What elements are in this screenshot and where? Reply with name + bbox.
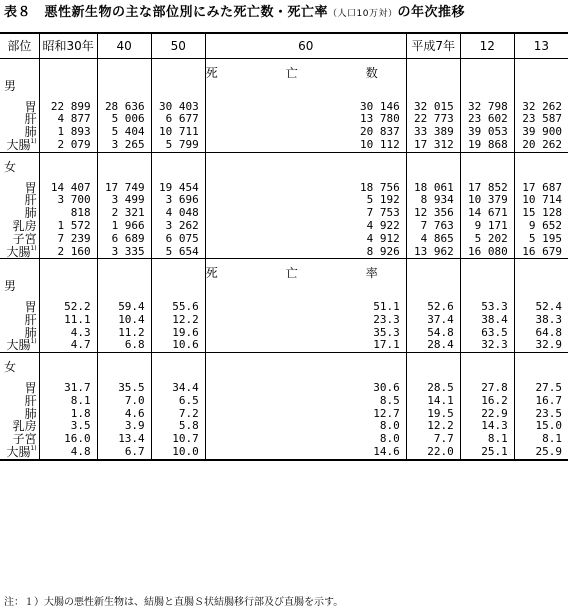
section-heading-row bbox=[0, 67, 568, 80]
value-cell: 16 679 bbox=[514, 246, 568, 259]
value-cell: 13.4 bbox=[97, 433, 151, 446]
value-cell: 3 262 bbox=[151, 220, 205, 233]
value-cell: 28 636 bbox=[97, 101, 151, 114]
empty-cell bbox=[406, 59, 460, 68]
value-cell: 32.3 bbox=[460, 339, 514, 352]
value-cell: 18 756 bbox=[205, 182, 406, 195]
value-cell: 10 711 bbox=[151, 126, 205, 139]
value-cell: 3 700 bbox=[39, 194, 97, 207]
empty-cell bbox=[406, 259, 460, 268]
footnote: 注：１）大腸の悪性新生物は、結腸と直腸Ｓ状結腸移行部及び直腸を示す。 bbox=[4, 597, 344, 608]
site-name: 胃 bbox=[24, 380, 37, 395]
table-row bbox=[0, 446, 568, 460]
sex-row bbox=[0, 280, 568, 293]
empty-cell bbox=[460, 267, 514, 280]
value-cell: 51.1 bbox=[205, 301, 406, 314]
empty-cell bbox=[39, 67, 97, 80]
empty-cell bbox=[460, 280, 514, 293]
value-cell: 5.8 bbox=[151, 420, 205, 433]
value-cell: 2 321 bbox=[97, 207, 151, 220]
value-cell: 3 696 bbox=[151, 194, 205, 207]
value-cell: 52.4 bbox=[514, 301, 568, 314]
value-cell: 34.4 bbox=[151, 382, 205, 395]
sex-label: 男 bbox=[4, 279, 17, 294]
empty-cell bbox=[406, 353, 460, 362]
empty-cell bbox=[39, 161, 97, 174]
site-name: 大腸 bbox=[6, 444, 31, 459]
value-cell: 17 687 bbox=[514, 182, 568, 195]
empty-cell bbox=[514, 152, 568, 161]
value-cell: 1 572 bbox=[39, 220, 97, 233]
empty-cell bbox=[514, 67, 568, 80]
empty-cell bbox=[151, 67, 205, 80]
empty-cell bbox=[460, 80, 514, 93]
value-cell: 1 966 bbox=[97, 220, 151, 233]
sex-label: 女 bbox=[4, 159, 17, 174]
value-cell: 3 335 bbox=[97, 246, 151, 259]
table-row bbox=[0, 395, 568, 408]
table-row bbox=[0, 339, 568, 352]
table-row bbox=[0, 220, 568, 233]
value-cell: 14.6 bbox=[205, 446, 406, 460]
footnote-marker: 1) bbox=[30, 137, 37, 145]
value-cell: 30 403 bbox=[151, 101, 205, 114]
site-name: 子宮 bbox=[12, 432, 37, 447]
value-cell: 4.8 bbox=[39, 446, 97, 460]
empty-cell bbox=[97, 59, 151, 68]
value-cell: 19 868 bbox=[460, 139, 514, 152]
column-header-year: 60 bbox=[205, 33, 406, 59]
value-cell: 7.7 bbox=[406, 433, 460, 446]
column-header-year: 13 bbox=[514, 33, 568, 59]
empty-cell bbox=[39, 259, 97, 268]
value-cell: 23.5 bbox=[514, 408, 568, 421]
value-cell: 5 799 bbox=[151, 139, 205, 152]
empty-cell bbox=[97, 267, 151, 280]
value-cell: 25.9 bbox=[514, 446, 568, 460]
empty-cell bbox=[460, 361, 514, 374]
empty-cell bbox=[460, 161, 514, 174]
value-cell: 52.6 bbox=[406, 301, 460, 314]
value-cell: 32 262 bbox=[514, 101, 568, 114]
value-cell: 23.3 bbox=[205, 314, 406, 327]
value-cell: 3.5 bbox=[39, 420, 97, 433]
empty-cell bbox=[39, 59, 97, 68]
empty-cell bbox=[97, 80, 151, 93]
value-cell: 13 962 bbox=[406, 246, 460, 259]
empty-cell bbox=[97, 161, 151, 174]
value-cell: 4 922 bbox=[205, 220, 406, 233]
value-cell: 16 080 bbox=[460, 246, 514, 259]
empty-cell bbox=[151, 361, 205, 374]
value-cell: 5 202 bbox=[460, 233, 514, 246]
value-cell: 7 753 bbox=[205, 207, 406, 220]
value-cell: 8 926 bbox=[205, 246, 406, 259]
value-cell: 1 893 bbox=[39, 126, 97, 139]
empty-cell bbox=[39, 280, 97, 293]
value-cell: 4.6 bbox=[97, 408, 151, 421]
empty-cell bbox=[406, 161, 460, 174]
empty-cell bbox=[97, 259, 151, 268]
value-cell: 14 671 bbox=[460, 207, 514, 220]
title-main: 表８ 悪性新生物の主な部位別にみた死亡数・死亡率 bbox=[4, 5, 329, 20]
value-cell: 8.5 bbox=[205, 395, 406, 408]
value-cell: 64.8 bbox=[514, 327, 568, 340]
empty-cell bbox=[460, 67, 514, 80]
value-cell: 23 602 bbox=[460, 113, 514, 126]
value-cell: 37.4 bbox=[406, 314, 460, 327]
empty-cell bbox=[514, 59, 568, 68]
value-cell: 2 079 bbox=[39, 139, 97, 152]
value-cell: 18 061 bbox=[406, 182, 460, 195]
site-name: 子宮 bbox=[12, 231, 37, 246]
value-cell: 14.3 bbox=[460, 420, 514, 433]
value-cell: 12 356 bbox=[406, 207, 460, 220]
value-cell: 6 677 bbox=[151, 113, 205, 126]
site-name: 肝 bbox=[24, 393, 37, 408]
column-header-year: 50 bbox=[151, 33, 205, 59]
empty-cell bbox=[151, 267, 205, 280]
value-cell: 3 265 bbox=[97, 139, 151, 152]
value-cell: 22.0 bbox=[406, 446, 460, 460]
value-cell: 5 404 bbox=[97, 126, 151, 139]
value-cell: 35.5 bbox=[97, 382, 151, 395]
value-cell: 16.2 bbox=[460, 395, 514, 408]
empty-cell bbox=[205, 152, 406, 161]
value-cell: 818 bbox=[39, 207, 97, 220]
empty-cell bbox=[514, 361, 568, 374]
empty-cell bbox=[460, 259, 514, 268]
value-cell: 15 128 bbox=[514, 207, 568, 220]
value-cell: 8.1 bbox=[460, 433, 514, 446]
empty-cell bbox=[39, 80, 97, 93]
value-cell: 12.7 bbox=[205, 408, 406, 421]
value-cell: 8.0 bbox=[205, 433, 406, 446]
empty-cell bbox=[151, 59, 205, 68]
empty-cell bbox=[406, 267, 460, 280]
value-cell: 5 006 bbox=[97, 113, 151, 126]
empty-cell bbox=[151, 353, 205, 362]
section-heading: 死 亡 率 bbox=[205, 266, 406, 281]
section-heading-row bbox=[0, 267, 568, 280]
column-header-year: 40 bbox=[97, 33, 151, 59]
value-cell: 55.6 bbox=[151, 301, 205, 314]
empty-cell bbox=[406, 361, 460, 374]
table-title bbox=[4, 1, 465, 20]
empty-cell bbox=[151, 259, 205, 268]
empty-cell bbox=[514, 259, 568, 268]
value-cell: 16.0 bbox=[39, 433, 97, 446]
site-label bbox=[0, 339, 39, 352]
empty-cell bbox=[0, 59, 39, 68]
value-cell: 53.3 bbox=[460, 301, 514, 314]
value-cell: 20 262 bbox=[514, 139, 568, 152]
section-heading: 死 亡 数 bbox=[205, 66, 406, 80]
value-cell: 14.1 bbox=[406, 395, 460, 408]
value-cell: 5 192 bbox=[205, 194, 406, 207]
value-cell: 9 171 bbox=[460, 220, 514, 233]
value-cell: 5 654 bbox=[151, 246, 205, 259]
value-cell: 7 239 bbox=[39, 233, 97, 246]
site-name: 大腸 bbox=[6, 338, 31, 353]
value-cell: 7.2 bbox=[151, 408, 205, 421]
value-cell: 32 798 bbox=[460, 101, 514, 114]
value-cell: 10 112 bbox=[205, 139, 406, 152]
value-cell: 32 015 bbox=[406, 101, 460, 114]
empty-cell bbox=[97, 67, 151, 80]
value-cell: 28.5 bbox=[406, 382, 460, 395]
empty-cell bbox=[151, 80, 205, 93]
value-cell: 16.7 bbox=[514, 395, 568, 408]
value-cell: 4 048 bbox=[151, 207, 205, 220]
value-cell: 19.5 bbox=[406, 408, 460, 421]
value-cell: 15.0 bbox=[514, 420, 568, 433]
value-cell: 31.7 bbox=[39, 382, 97, 395]
sex-row bbox=[0, 161, 568, 174]
site-label bbox=[0, 246, 39, 259]
title-suffix: の年次推移 bbox=[397, 5, 465, 20]
empty-cell bbox=[205, 353, 406, 362]
empty-cell bbox=[460, 59, 514, 68]
site-name: 肝 bbox=[24, 112, 37, 127]
value-cell: 19.6 bbox=[151, 327, 205, 340]
value-cell: 59.4 bbox=[97, 301, 151, 314]
empty-cell bbox=[205, 161, 406, 174]
value-cell: 22 899 bbox=[39, 101, 97, 114]
empty-cell bbox=[460, 152, 514, 161]
value-cell: 12.2 bbox=[151, 314, 205, 327]
empty-cell bbox=[514, 80, 568, 93]
empty-cell bbox=[406, 67, 460, 80]
value-cell: 8.1 bbox=[514, 433, 568, 446]
site-name: 肺 bbox=[24, 406, 37, 421]
value-cell: 7 763 bbox=[406, 220, 460, 233]
sex-label: 女 bbox=[4, 360, 17, 375]
empty-cell bbox=[151, 152, 205, 161]
value-cell: 39 053 bbox=[460, 126, 514, 139]
value-cell: 2 160 bbox=[39, 246, 97, 259]
value-cell: 22 773 bbox=[406, 113, 460, 126]
value-cell: 17 749 bbox=[97, 182, 151, 195]
value-cell: 30 146 bbox=[205, 101, 406, 114]
footnote-marker: 1) bbox=[30, 244, 37, 252]
value-cell: 8.0 bbox=[205, 420, 406, 433]
value-cell: 10 379 bbox=[460, 194, 514, 207]
site-name: 肺 bbox=[24, 125, 37, 140]
column-header-year: 12 bbox=[460, 33, 514, 59]
spacer-row bbox=[0, 353, 568, 362]
value-cell: 13 780 bbox=[205, 113, 406, 126]
empty-cell bbox=[406, 280, 460, 293]
site-name: 大腸 bbox=[6, 244, 31, 259]
empty-cell bbox=[97, 353, 151, 362]
value-cell: 12.2 bbox=[406, 420, 460, 433]
value-cell: 39 900 bbox=[514, 126, 568, 139]
value-cell: 11.2 bbox=[97, 327, 151, 340]
value-cell: 8.1 bbox=[39, 395, 97, 408]
value-cell: 35.3 bbox=[205, 327, 406, 340]
site-name: 胃 bbox=[24, 180, 37, 195]
empty-cell bbox=[514, 353, 568, 362]
value-cell: 10 714 bbox=[514, 194, 568, 207]
sex-label: 男 bbox=[4, 78, 17, 93]
table-row bbox=[0, 433, 568, 446]
value-cell: 30.6 bbox=[205, 382, 406, 395]
empty-cell bbox=[151, 161, 205, 174]
empty-cell bbox=[97, 152, 151, 161]
empty-cell bbox=[39, 361, 97, 374]
title-unit: （人口10万対） bbox=[328, 9, 398, 19]
value-cell: 10.4 bbox=[97, 314, 151, 327]
value-cell: 1.8 bbox=[39, 408, 97, 421]
value-cell: 27.5 bbox=[514, 382, 568, 395]
value-cell: 20 837 bbox=[205, 126, 406, 139]
site-name: 乳房 bbox=[12, 218, 37, 233]
footnote-marker: 1) bbox=[30, 338, 37, 346]
value-cell: 10.0 bbox=[151, 446, 205, 460]
empty-cell bbox=[97, 280, 151, 293]
site-name: 胃 bbox=[24, 99, 37, 114]
table-row bbox=[0, 139, 568, 152]
value-cell: 33 389 bbox=[406, 126, 460, 139]
spacer-row bbox=[0, 152, 568, 161]
value-cell: 32.9 bbox=[514, 339, 568, 352]
site-label bbox=[0, 446, 39, 460]
value-cell: 52.2 bbox=[39, 301, 97, 314]
site-name: 大腸 bbox=[6, 137, 31, 152]
empty-cell bbox=[97, 361, 151, 374]
empty-cell bbox=[406, 80, 460, 93]
table-row bbox=[0, 382, 568, 395]
value-cell: 10.7 bbox=[151, 433, 205, 446]
mortality-table bbox=[0, 32, 568, 461]
value-cell: 4.3 bbox=[39, 327, 97, 340]
value-cell: 7.0 bbox=[97, 395, 151, 408]
value-cell: 38.4 bbox=[460, 314, 514, 327]
value-cell: 4 865 bbox=[406, 233, 460, 246]
site-name: 肺 bbox=[24, 325, 37, 340]
value-cell: 63.5 bbox=[460, 327, 514, 340]
column-header-year: 昭和30年 bbox=[39, 33, 97, 59]
value-cell: 27.8 bbox=[460, 382, 514, 395]
empty-cell bbox=[39, 353, 97, 362]
value-cell: 6.8 bbox=[97, 339, 151, 352]
value-cell: 23 587 bbox=[514, 113, 568, 126]
value-cell: 4.7 bbox=[39, 339, 97, 352]
value-cell: 17 852 bbox=[460, 182, 514, 195]
empty-cell bbox=[406, 152, 460, 161]
footnote-marker: 1) bbox=[30, 444, 37, 452]
empty-cell bbox=[205, 361, 406, 374]
value-cell: 19 454 bbox=[151, 182, 205, 195]
empty-cell bbox=[0, 67, 39, 80]
value-cell: 54.8 bbox=[406, 327, 460, 340]
empty-cell bbox=[514, 267, 568, 280]
table-row bbox=[0, 314, 568, 327]
value-cell: 38.3 bbox=[514, 314, 568, 327]
value-cell: 17.1 bbox=[205, 339, 406, 352]
column-header-site: 部位 bbox=[0, 33, 39, 59]
empty-cell bbox=[514, 161, 568, 174]
table-row bbox=[0, 301, 568, 314]
value-cell: 6.7 bbox=[97, 446, 151, 460]
value-cell: 10.6 bbox=[151, 339, 205, 352]
value-cell: 6.5 bbox=[151, 395, 205, 408]
table-row bbox=[0, 233, 568, 246]
value-cell: 3 499 bbox=[97, 194, 151, 207]
value-cell: 8 934 bbox=[406, 194, 460, 207]
empty-cell bbox=[151, 280, 205, 293]
value-cell: 14 407 bbox=[39, 182, 97, 195]
empty-cell bbox=[0, 259, 39, 268]
value-cell: 22.9 bbox=[460, 408, 514, 421]
value-cell: 25.1 bbox=[460, 446, 514, 460]
empty-cell bbox=[39, 267, 97, 280]
site-name: 胃 bbox=[24, 299, 37, 314]
value-cell: 5 195 bbox=[514, 233, 568, 246]
sex-row bbox=[0, 80, 568, 93]
empty-cell bbox=[514, 280, 568, 293]
value-cell: 11.1 bbox=[39, 314, 97, 327]
value-cell: 9 652 bbox=[514, 220, 568, 233]
value-cell: 4 912 bbox=[205, 233, 406, 246]
empty-cell bbox=[205, 80, 406, 93]
value-cell: 4 877 bbox=[39, 113, 97, 126]
empty-cell bbox=[460, 353, 514, 362]
value-cell: 6 689 bbox=[97, 233, 151, 246]
header-row bbox=[0, 33, 568, 59]
table-body bbox=[0, 59, 568, 460]
site-name: 肺 bbox=[24, 206, 37, 221]
table-row bbox=[0, 246, 568, 259]
column-header-year: 平成7年 bbox=[406, 33, 460, 59]
empty-cell bbox=[205, 280, 406, 293]
sex-row bbox=[0, 361, 568, 374]
site-name: 肝 bbox=[24, 312, 37, 327]
empty-cell bbox=[39, 152, 97, 161]
value-cell: 3.9 bbox=[97, 420, 151, 433]
site-name: 乳房 bbox=[12, 419, 37, 434]
value-cell: 6 075 bbox=[151, 233, 205, 246]
value-cell: 17 312 bbox=[406, 139, 460, 152]
site-label bbox=[0, 139, 39, 152]
site-name: 肝 bbox=[24, 193, 37, 208]
value-cell: 28.4 bbox=[406, 339, 460, 352]
